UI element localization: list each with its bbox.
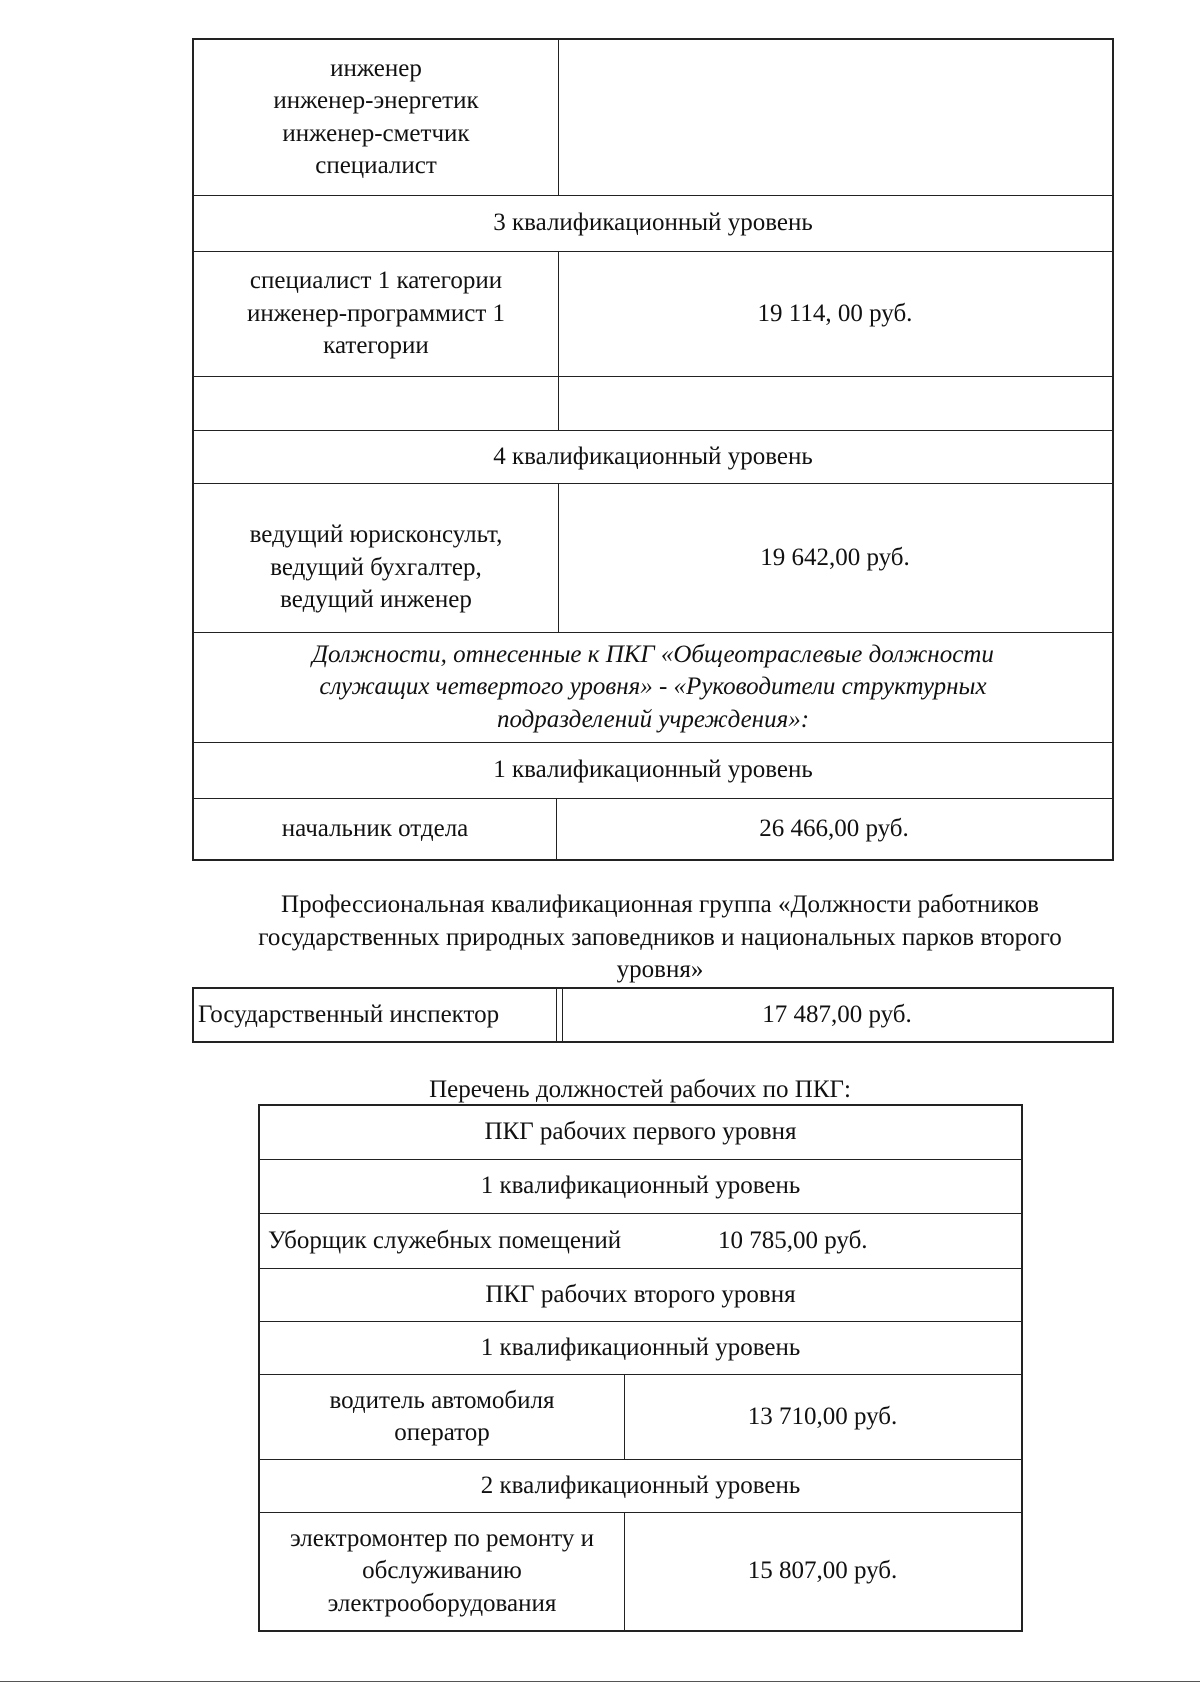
category-note: Должности, отнесенные к ПКГ «Общеотраслевые должности служащих четвертого уровня» - «Руководители структурных подразделений учреждения»: xyxy=(312,640,994,733)
salary-cell xyxy=(558,377,1112,430)
table-row xyxy=(260,1459,1021,1512)
qualification-level-heading: 2 квалификационный уровень xyxy=(480,1471,801,1499)
table-row xyxy=(260,1321,1021,1374)
table-row xyxy=(194,40,1112,195)
position-cell xyxy=(194,377,558,430)
salary-cell: 19 114, 00 руб. xyxy=(757,299,913,327)
position-cell: водитель автомобиля оператор xyxy=(329,1386,555,1446)
position-cell: специалист 1 категории инженер-программист 1 категории xyxy=(246,267,506,360)
qualification-level-heading: 1 квалификационный уровень xyxy=(480,1172,801,1200)
salary-cell: 15 807,00 руб. xyxy=(747,1557,898,1585)
salary-cell: 19 642,00 руб. xyxy=(760,543,910,571)
salary-cell: 10 785,00 руб. xyxy=(718,1226,868,1254)
salary-table-main xyxy=(192,38,1114,861)
group-heading: Профессиональная квалификационная группа «Должности работников государственных природных заповедников и национальных парков второго уровня» xyxy=(258,891,1062,983)
qualification-level-heading: 1 квалификационный уровень xyxy=(480,1333,801,1361)
table-row xyxy=(194,798,1112,859)
table-row xyxy=(260,1213,1021,1268)
position-cell: инженер инженер-энергетик инженер-сметчик специалист xyxy=(273,54,479,179)
table-row xyxy=(194,251,1112,376)
workers-table xyxy=(258,1104,1023,1632)
qualification-level-heading: 1 квалификационный уровень xyxy=(493,756,813,784)
qualification-level-heading: 4 квалификационный уровень xyxy=(493,442,813,470)
table-row xyxy=(194,742,1112,798)
qualification-level-heading: 3 квалификационный уровень xyxy=(493,209,813,237)
table-row xyxy=(260,1159,1021,1213)
table-row xyxy=(260,1106,1021,1159)
position-cell: электромонтер по ремонту и обслуживанию электрооборудования xyxy=(289,1524,595,1617)
position-cell: ведущий юрисконсульт, ведущий бухгалтер, ведущий инженер xyxy=(249,521,503,614)
salary-cell: 13 710,00 руб. xyxy=(747,1402,898,1430)
salary-cell: 17 487,00 руб. xyxy=(762,1000,912,1028)
salary-cell xyxy=(558,40,1112,195)
table-row xyxy=(260,1374,1021,1459)
workers-heading: Перечень должностей рабочих по ПКГ: xyxy=(429,1076,851,1103)
salary-cell: 26 466,00 руб. xyxy=(759,814,909,842)
pkg-heading: ПКГ рабочих первого уровня xyxy=(484,1118,797,1146)
table-row xyxy=(194,430,1112,483)
inspector-table xyxy=(192,987,1114,1043)
table-row xyxy=(194,483,1112,632)
pkg-heading: ПКГ рабочих второго уровня xyxy=(485,1280,796,1308)
table-row xyxy=(194,195,1112,251)
table-row xyxy=(260,1512,1021,1630)
table-row xyxy=(260,1268,1021,1321)
table-row xyxy=(194,632,1112,742)
position-cell: Уборщик служебных помещений xyxy=(268,1226,622,1254)
page-bottom-rule xyxy=(0,1681,1200,1682)
position-cell: начальник отдела xyxy=(281,814,469,842)
table-row xyxy=(194,376,1112,430)
position-cell: Государственный инспектор xyxy=(198,1000,500,1028)
